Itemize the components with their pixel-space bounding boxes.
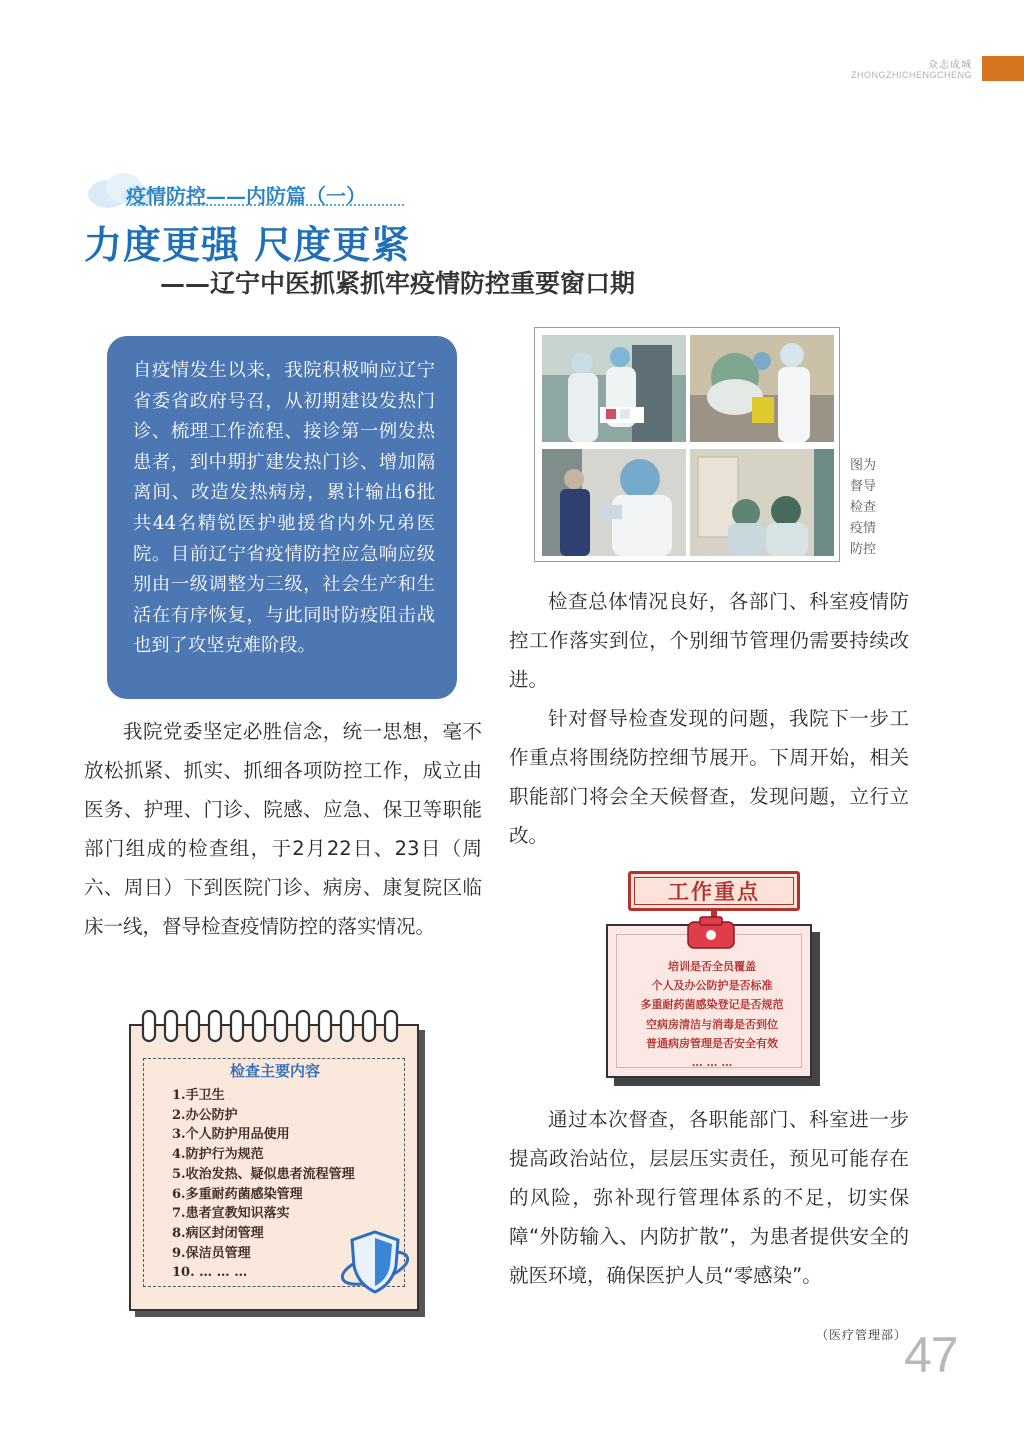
work-focus-item: 空病房清洁与消毒是否到位 <box>646 1017 778 1031</box>
inspection-photo-2 <box>690 335 834 442</box>
kicker-underline <box>126 204 404 206</box>
inspection-photo-4 <box>690 449 834 556</box>
section-kicker: 疫情防控——内防篇（一） <box>126 184 366 208</box>
article-title: 力度更强 尺度更紧 <box>84 222 411 267</box>
work-focus-list <box>612 957 812 1072</box>
article-subtitle: ——辽宁中医抓紧抓牢疫情防控重要窗口期 <box>160 269 636 298</box>
body-paragraph-right-2: 针对督导检查发现的问题，我院下一步工作重点将围绕防控细节展开。下周开始，相关职能部门将会全天候督查，发现问题，立行立改。 <box>509 707 909 847</box>
work-focus-item: 普通病房管理是否安全有效 <box>646 1036 778 1050</box>
intro-text: 自疫情发生以来，我院积极响应辽宁省委省政府号召，从初期建设发热门诊、梳理工作流程、接诊第一例发热患者，到中期扩建发热门诊、增加隔离间、改造发热病房，累计输出6批共44名精锐医护驰援省内外兄弟医院。目前辽宁省疫情防控应急响应级别由一级调整为三级，社会生产和生活在有序恢复，与此同时防疫阻击战也到了攻坚克难阶段。 <box>133 360 435 657</box>
photo-grid <box>534 327 840 562</box>
inspection-photo-1 <box>542 335 686 442</box>
camera-icon <box>684 916 738 950</box>
work-focus-item: 培训是否全员覆盖 <box>668 960 756 973</box>
checklist-item: 4.防护行为规范 <box>172 1147 264 1163</box>
work-focus-title: 工作重点 <box>668 879 760 904</box>
checklist-item: 10. … … … <box>172 1265 248 1281</box>
photo-caption: 图为督导检查疫情防控 <box>850 458 877 557</box>
checklist-item: 7.患者宣教知识落实 <box>172 1206 290 1222</box>
checklist-item: 3.个人防护用品使用 <box>172 1127 290 1143</box>
checklist-item: 1.手卫生 <box>172 1088 225 1103</box>
checklist-item: 2.办公防护 <box>172 1107 238 1123</box>
header-accent-tab <box>982 56 1024 81</box>
checklist-item: 6.多重耐药菌感染管理 <box>172 1186 303 1202</box>
work-focus-item: … … … <box>691 1056 733 1070</box>
right-column-top <box>509 582 909 855</box>
body-paragraph-right-1: 检查总体情况良好，各部门、科室疫情防控工作落实到位，个别细节管理仍需要持续改进。 <box>509 590 909 691</box>
checklist-title: 检查主要内容 <box>229 1062 320 1080</box>
work-focus-item: 个人及办公防护是否标准 <box>651 979 773 993</box>
body-paragraph-right-3: 通过本次督查，各职能部门、科室进一步提高政治站位，层层压实责任，预见可能存在的风险，弥补现行管理体系的不足，切实保障“外防输入、内防扩散”，为患者提供安全的就医环境，确保医护人员“零感染”。 <box>509 1108 909 1287</box>
inspection-photo-3 <box>542 449 686 556</box>
checklist-item: 9.保洁员管理 <box>172 1245 251 1261</box>
checklist-item: 8.病区封闭管理 <box>172 1225 264 1241</box>
work-focus-item: 多重耐药菌感染登记是否规范 <box>640 998 784 1012</box>
shield-icon <box>338 1226 412 1298</box>
body-paragraph-left: 我院党委坚定必胜信念，统一思想，毫不放松抓紧、抓实、抓细各项防控工作，成立由医务、护理、门诊、院感、应急、保卫等职能部门组成的检查组，于2月22日、23日（周六、周日）下到医院门诊、病房、康复院区临床一线，督导检查疫情防控的落实情况。 <box>84 720 482 938</box>
author-signature: （医疗管理部） <box>816 1328 908 1342</box>
magazine-name-pinyin: ZHONGZHICHENGCHENG <box>851 70 972 80</box>
checklist-item: 5.收治发热、疑似患者流程管理 <box>172 1166 355 1182</box>
checklist-items <box>172 1086 355 1283</box>
binder-rings-icon <box>140 1008 410 1044</box>
magazine-name: 众志成城 <box>928 60 972 71</box>
page-number: 47 <box>904 1327 958 1383</box>
intro-box <box>107 336 457 699</box>
